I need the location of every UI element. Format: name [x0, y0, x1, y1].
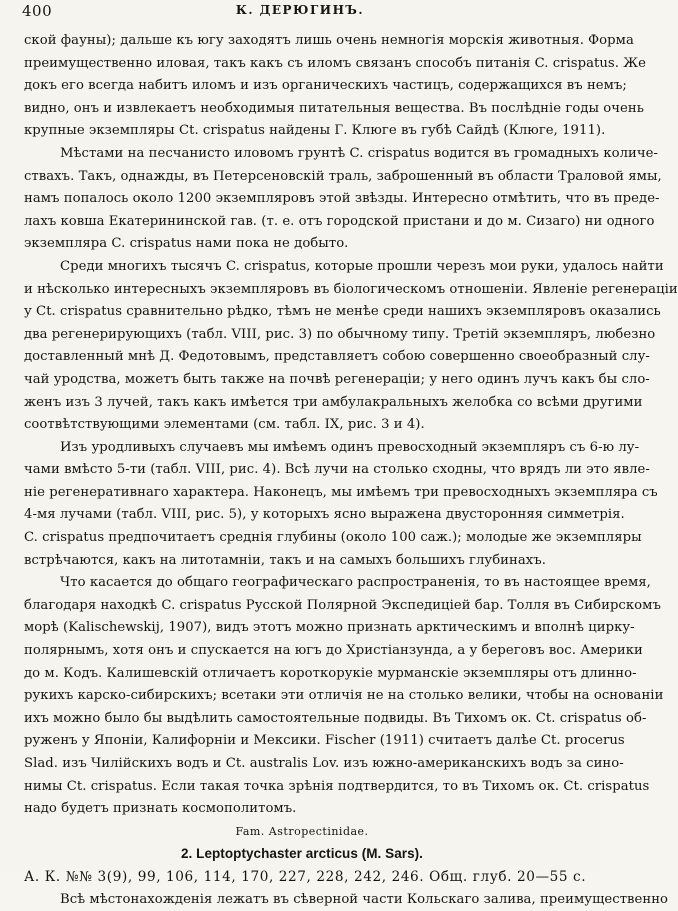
text-line: женъ изъ 3 лучей, такъ какъ имѣется три амбулакральныхъ желобка со всѣми другими [24, 394, 643, 410]
text-line: Изъ уродливыхъ случаевъ мы имѣемъ одинъ превосходный экземпляръ съ 6-ю лу- [60, 439, 640, 455]
text-line: лахъ ковша Екатерининской гав. (т. е. отъ городской пристани и до м. Сизаго) ни одного [24, 213, 655, 229]
text-line: доставленный мнѣ Д. Федотовымъ, представляетъ собою совершенно своеобразный слу- [24, 349, 650, 365]
text-line: ніе регенеративнаго характера. Наконецъ, мы имѣемъ три превосходныхъ экземпляра съ [24, 484, 658, 500]
text-line: и нѣсколько интересныхъ экземпляровъ въ біологическомъ отношеніи. Явленіе регенераціи [24, 281, 678, 297]
text-line: встрѣчаются, какъ на литотамніи, такъ и на самыхъ большихъ глубинахъ. [24, 552, 546, 568]
text-line: ской фауны); дальше къ югу заходятъ лишь очень немногія морскія животныя. Форма [24, 33, 634, 48]
text-line: два регенерирующихъ (табл. VIII, рис. 3) по обычному типу. Третій экземпляръ, любезно [24, 326, 656, 342]
running-head: К. ДЕРЮГИНЪ. [235, 3, 365, 17]
text-line: Мѣстами на песчанисто иловомъ грунтѣ C. crispatus водится въ громадныхъ количе- [60, 145, 659, 161]
text-line: крупные экземпляры Ct. crispatus найдены Г. Клюге въ губѣ Сайдѣ (Клюге, 1911). [24, 123, 606, 139]
text-line: Среди многихъ тысячъ C. crispatus, которые прошли черезъ мои руки, удалось найти [60, 258, 664, 274]
text-line: у Ct. crispatus сравнительно рѣдко, тѣмъ не менѣе среди нашихъ экземпляровъ оказались [24, 304, 661, 320]
species-heading: 2. Leptoptychaster arcticus (M. Sars). [181, 846, 423, 862]
family-heading: Fam. Astropectinidae. [235, 824, 369, 838]
text-line: рукихъ карско-сибирскихъ; всетаки эти отличія не на столько велики, чтобы на основаніи [24, 688, 664, 704]
text-line: намъ попалось около 1200 экземпляровъ этой звѣзды. Интересно отмѣтить, что въ преде- [24, 191, 660, 207]
station-list: А. К. №№ 3(9), 99, 106, 114, 170, 227, 228, 242, 246. Общ. глуб. 20—55 с. [24, 868, 587, 885]
text-line: ствахъ. Такъ, однажды, въ Петерсеновскій траль, заброшенный въ области Траловой ямы, [24, 168, 662, 184]
text-line: видно, онъ и извлекаетъ необходимыя питательныя вещества. Въ послѣдніе годы очень [24, 100, 644, 116]
body-text [24, 30, 678, 911]
text-line: Slad. изъ Чилійскихъ водъ и Ct. australis Lov. изъ южно-американскихъ водъ за сино- [24, 756, 624, 771]
text-line: полярнымъ, хотя онъ и спускается на югъ до Христіанзунда, а у береговъ вос. Америки [24, 643, 643, 659]
text-line: соотвѣтствующими элементами (см. табл. IX, рис. 3 и 4). [24, 417, 425, 433]
page-number: 400 [22, 2, 53, 20]
text-line: преимущественно иловая, такъ какъ съ иломъ связанъ способъ питанія C. crispatus. Же [24, 55, 646, 71]
text-line: надо будетъ признать космополитомъ. [24, 801, 297, 817]
text-line: чами вмѣсто 5-ти (табл. VIII, рис. 4). Всѣ лучи на столько сходны, что врядъ ли это явле- [24, 462, 650, 478]
text-line: C. crispatus предпочитаетъ среднія глубины (около 100 саж.); молодые же экземпляры [24, 530, 642, 546]
text-line: 4-мя лучами (табл. VIII, рис. 5), у которыхъ ясно выражена двусторонняя симметрія. [24, 507, 625, 523]
text-line: докъ его всегда набитъ иломъ и изъ органическихъ частицъ, содержащихся въ немъ; [24, 78, 627, 94]
text-line: Всѣ мѣстонахожденія лежатъ въ сѣверной части Кольскаго залива, преимущественно [60, 891, 669, 907]
text-line: руженъ у Японіи, Калифорніи и Мексики. Fischer (1911) считаетъ далѣе Ct. procerus [24, 733, 625, 749]
text-line: Что касается до общаго географическаго распространенія, то въ настоящее время, [60, 575, 651, 591]
page-header [0, 0, 600, 22]
text-line: до м. Кодъ. Калишевскій отличаетъ короткорукіе мурманскіе экземпляры отъ длинно- [24, 665, 637, 681]
text-line: чай уродства, можетъ быть также на почвѣ регенераціи; у него одинъ лучъ какъ бы сло- [24, 371, 650, 387]
text-line: благодаря находкѣ C. crispatus Русской Полярной Экспедиціей бар. Толля въ Сибирскомъ [24, 597, 661, 613]
text-line: ихъ можно было бы выдѣлить самостоятельные подвиды. Въ Тихомъ ок. Ct. crispatus об- [24, 710, 647, 726]
text-line: экземпляра C. crispatus нами пока не добыто. [24, 236, 349, 252]
text-line: морѣ (Kalischewskij, 1907), видъ этотъ можно признать арктическимъ и вполнѣ цирку- [24, 620, 635, 636]
text-line: нимы Ct. crispatus. Если такая точка зрѣнія подтвердится, то въ Тихомъ ок. Ct. crispatus [24, 778, 650, 794]
